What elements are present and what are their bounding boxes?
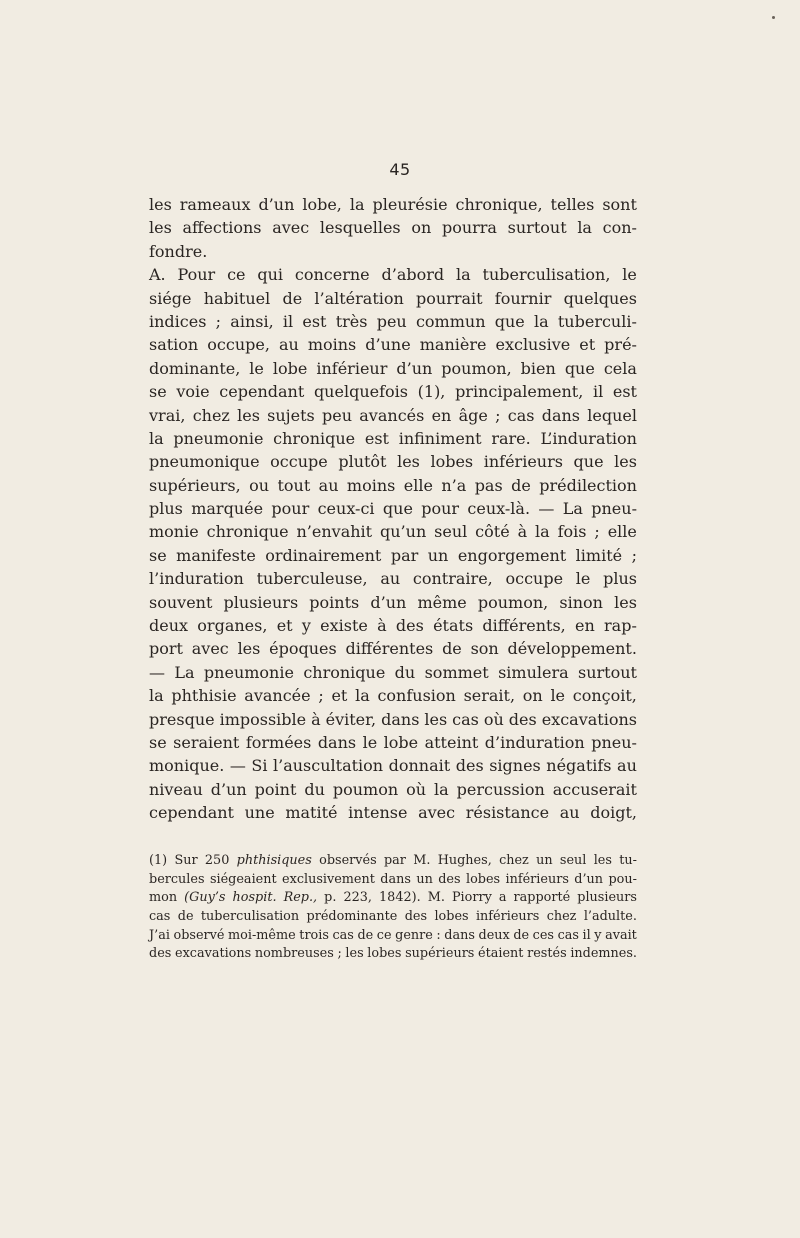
- footnote-line: bercules siégeaient exclusivement dans un des lobes inférieurs d’un pou-: [149, 871, 637, 887]
- footnote-line: (1) Sur 250 phthisiques observés par M. Hughes, chez un seul les tu-: [149, 853, 637, 868]
- body-text-line: dominante, le lobe inférieur d’un poumon, bien que cela: [149, 358, 637, 378]
- body-text-line: siége habituel de l’altération pourrait fournir quelques: [149, 288, 637, 308]
- body-text-line: pneumonique occupe plutôt les lobes inférieurs que les: [149, 452, 637, 472]
- body-text-line: deux organes, et y existe à des états différents, en rap-: [149, 616, 637, 636]
- body-text-line: sation occupe, au moins d’une manière exclusive et pré-: [149, 335, 637, 355]
- footnote-line: J’ai observé moi-même trois cas de ce genre : dans deux de ces cas il y avait: [149, 927, 637, 943]
- body-text-line: supérieurs, ou tout au moins elle n’a pas de prédilection: [149, 475, 637, 495]
- body-text-line: se seraient formées dans le lobe atteint d’induration pneu-: [149, 732, 637, 752]
- body-text-line: se voie cependant quelquefois (1), principalement, il est: [149, 382, 637, 402]
- footnote-block: [149, 852, 637, 964]
- body-text-line: vrai, chez les sujets peu avancés en âge ; cas dans lequel: [149, 405, 637, 425]
- main-text-block: [149, 193, 637, 825]
- body-text-line: port avec les époques différentes de son développement.: [149, 639, 637, 659]
- body-text-line: l’induration tuberculeuse, au contraire, occupe le plus: [149, 569, 637, 589]
- body-text-line: monie chronique n’envahit qu’un seul côté à la fois ; elle: [149, 522, 637, 542]
- body-text-line: se manifeste ordinairement par un engorgement limité ;: [149, 545, 637, 565]
- body-text-line: niveau d’un point du poumon où la percussion accuserait: [149, 779, 637, 799]
- footnote-line: des excavations nombreuses ; les lobes supérieurs étaient restés indemnes.: [149, 946, 637, 962]
- body-text-line: cependant une matité intense avec résistance au doigt,: [149, 803, 637, 823]
- body-text-line: plus marquée pour ceux-ci que pour ceux-là. — La pneu-: [149, 499, 637, 519]
- body-text-line: la phthisie avancée ; et la confusion serait, on le conçoit,: [149, 686, 637, 706]
- body-text-line: presque impossible à éviter, dans les cas où des excavations: [149, 709, 637, 729]
- body-text-line: — La pneumonie chronique du sommet simulera surtout: [149, 662, 637, 682]
- body-text-line: les affections avec lesquelles on pourra surtout la con-: [149, 218, 637, 238]
- footnote-line: cas de tuberculisation prédominante des lobes inférieurs chez l’adulte.: [149, 909, 637, 925]
- body-text-line: A. Pour ce qui concerne d’abord la tuberculisation, le: [149, 265, 637, 285]
- body-text-line: indices ; ainsi, il est très peu commun que la tuberculi-: [149, 311, 637, 331]
- footnote-line: mon (Guy’s hospit. Rep., p. 223, 1842). M. Piorry a rapporté plusieurs: [149, 890, 637, 906]
- body-text-line: la pneumonie chronique est infiniment rare. L’induration: [149, 428, 637, 448]
- body-text-line: fondre.: [149, 241, 208, 261]
- page-number: 45: [389, 160, 411, 179]
- body-text-line: monique. — Si l’auscultation donnait des signes négatifs au: [149, 756, 637, 776]
- body-text-line: souvent plusieurs points d’un même poumon, sinon les: [149, 592, 637, 612]
- page-speck: [772, 16, 775, 19]
- body-text-line: les rameaux d’un lobe, la pleurésie chronique, telles sont: [149, 195, 637, 214]
